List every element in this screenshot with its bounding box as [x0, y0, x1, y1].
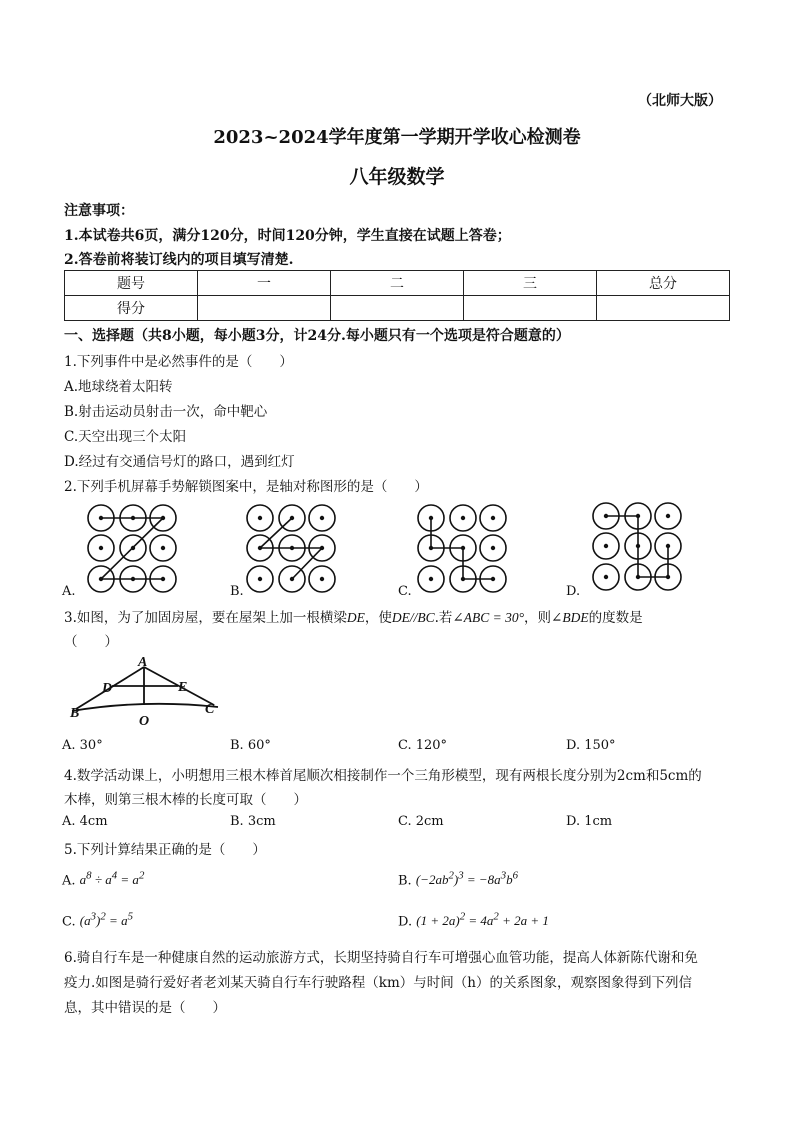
notice-heading: 注意事项：: [64, 203, 134, 219]
q4-option-c: C. 2cm: [398, 814, 444, 829]
q1-option-c: C.天空出现三个太阳: [64, 429, 187, 445]
q5-option-d: [398, 911, 549, 929]
q5-formula-d: $(1 + 2a)^2 = 4a^2 + 2a + 1$: [416, 911, 549, 929]
q5-option-a: [62, 870, 144, 888]
q3-stem-part-b: ，使: [364, 610, 392, 626]
exam-title: 2023~2024学年度第一学期开学收心检测卷: [213, 127, 581, 148]
q5-formula-a: $a^8 \div a^4 = a^2$: [79, 870, 145, 888]
q2-label-b: B.: [230, 584, 244, 599]
q2-label-d: D.: [566, 584, 581, 599]
score-table: [64, 270, 730, 321]
score-row-label: 得分: [65, 296, 198, 321]
q3-stem-part-a: 3.如图，为了加固房屋，要在屋架上加一根横梁: [64, 610, 347, 626]
base-bc: [72, 704, 218, 711]
score-cell-1[interactable]: [198, 296, 331, 321]
score-header-cell: 一: [198, 271, 331, 296]
q2-pattern-c-figure: [414, 500, 514, 596]
q5-formula-b: $(-2ab^2)^3 = -8a^3b^6$: [415, 870, 519, 888]
q1-option-a: A.地球绕着太阳转: [64, 379, 173, 395]
q2-pattern-a-figure: [84, 500, 184, 596]
q3-stem-part-c: .若: [434, 610, 453, 626]
q3-beam-de: DE: [346, 610, 365, 625]
exam-subtitle: 八年级数学: [349, 166, 445, 188]
score-table-score-row: [65, 296, 730, 321]
q3-given-angle: ∠ABC = 30°: [452, 610, 525, 625]
q5-option-b: [398, 870, 518, 888]
q6-stem-line-2: 疫力.如图是骑行爱好者老刘某天骑自行车行驶路程（km）与时间（h）的关系图象，观察图象得到下列信: [64, 975, 692, 991]
q5-label-d: D.: [398, 914, 413, 930]
q3-answer-paren: （ ）: [64, 634, 118, 650]
score-cell-3[interactable]: [464, 296, 597, 321]
score-table-header-row: [65, 271, 730, 296]
q2-stem: 2.下列手机屏幕手势解锁图案中，是轴对称图形的是（ ）: [64, 479, 428, 495]
q3-option-a: A. 30°: [62, 738, 103, 753]
q4-option-b: B. 3cm: [230, 814, 276, 829]
q4-stem-line-2: 木棒，则第三根木棒的长度可取（ ）: [64, 792, 307, 808]
q1-stem: 1.下列事件中是必然事件的是（ ）: [64, 354, 293, 370]
q3-option-c: C. 120°: [398, 738, 448, 753]
q6-stem-line-1: 6.骑自行车是一种健康自然的运动旅游方式，长期坚持骑自行车可增强心血管功能，提高人体新陈代谢和免: [64, 950, 698, 966]
label-o: O: [139, 714, 150, 729]
q1-option-b: B.射击运动员射击一次，命中靶心: [64, 404, 268, 420]
q5-formula-c: $(a^3)^2 = a^5$: [79, 911, 133, 929]
q3-stem: [64, 606, 643, 626]
q4-stem-line-1: 4.数学活动课上，小明想用三根木棒首尾顺次相接制作一个三角形模型，现有两根长度分别为2cm和5cm的: [64, 768, 702, 784]
edition-label: （北师大版）: [638, 93, 722, 109]
q4-option-a: A. 4cm: [62, 814, 108, 829]
score-header-cell: 三: [464, 271, 597, 296]
score-header-cell: 二: [331, 271, 464, 296]
section-1-heading: 一、选择题（共8小题，每小题3分，计24分.每小题只有一个选项是符合题意的）: [64, 328, 570, 344]
notice-item-1: 1.本试卷共6页，满分120分，时间120分钟，学生直接在试题上答卷；: [64, 228, 511, 244]
notice-item-2: 2.答卷前将装订线内的项目填写清楚.: [64, 252, 294, 268]
q2-pattern-d-figure: [589, 498, 689, 594]
score-cell-total[interactable]: [597, 296, 730, 321]
q4-option-d: D. 1cm: [566, 814, 613, 829]
q2-pattern-b-figure: [243, 500, 343, 596]
q5-label-c: C.: [62, 914, 76, 930]
q3-option-b: B. 60°: [230, 738, 271, 753]
q3-stem-part-d: ，则: [524, 610, 552, 626]
label-d: D: [102, 681, 113, 696]
q5-option-c: [62, 911, 133, 929]
score-header-cell: 题号: [65, 271, 198, 296]
q3-roof-figure: [66, 654, 226, 732]
label-e: E: [178, 680, 188, 695]
label-a: A: [138, 655, 148, 670]
q3-option-d: D. 150°: [566, 738, 616, 753]
q1-option-d: D.经过有交通信号灯的路口，遇到红灯: [64, 454, 295, 470]
q5-label-a: A.: [62, 873, 76, 889]
label-c: C: [205, 702, 215, 717]
q3-asked-angle: ∠BDE: [551, 610, 589, 625]
q2-label-a: A.: [62, 584, 76, 599]
q5-label-b: B.: [398, 873, 412, 889]
q3-parallel-condition: DE//BC: [391, 610, 435, 625]
q3-stem-part-e: 的度数是: [588, 610, 643, 626]
score-cell-2[interactable]: [331, 296, 464, 321]
label-b: B: [70, 706, 80, 721]
q2-label-c: C.: [398, 584, 412, 599]
score-header-cell: 总分: [597, 271, 730, 296]
q5-stem: 5.下列计算结果正确的是（ ）: [64, 842, 266, 858]
q6-stem-line-3: 息，其中错误的是（ ）: [64, 1000, 226, 1016]
